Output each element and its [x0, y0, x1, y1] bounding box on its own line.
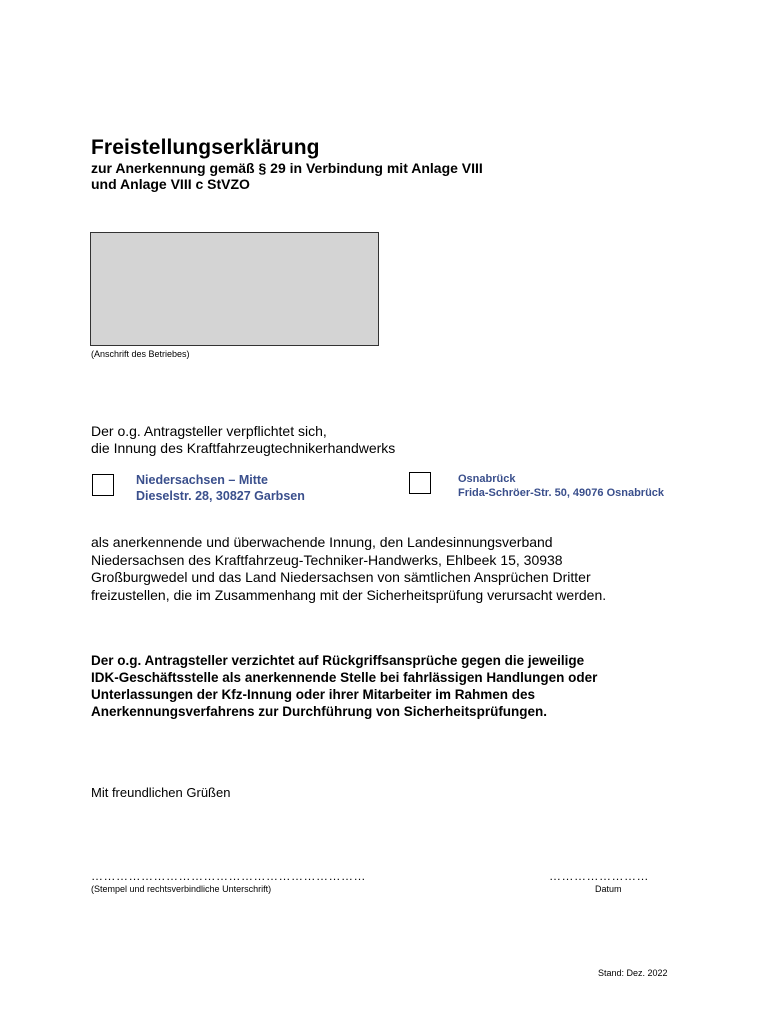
version-stamp: Stand: Dez. 2022 — [598, 968, 668, 978]
intro-line: die Innung des Kraftfahrzeugtechnikerhandwerks — [91, 440, 396, 456]
paragraph-line: IDK-Geschäftsstelle als anerkennende Stelle bei fahrlässigen Handlungen oder — [91, 670, 598, 685]
paragraph-line: Anerkennungsverfahrens zur Durchführung von Sicherheitsprüfungen. — [91, 704, 548, 719]
closing-greeting: Mit freundlichen Grüßen — [91, 785, 231, 800]
paragraph-line: Großburgwedel und das Land Niedersachsen von sämtlichen Ansprüchen Dritter — [91, 569, 591, 585]
option-niedersachsen-mitte — [136, 472, 305, 504]
date-line[interactable]: …………………… — [549, 869, 649, 883]
signature-label: (Stempel und rechtsverbindliche Unterschrift) — [91, 884, 272, 894]
document-subtitle — [91, 160, 483, 192]
checkbox-niedersachsen-mitte[interactable] — [92, 474, 114, 496]
option-name: Osnabrück — [458, 473, 516, 485]
date-label: Datum — [595, 884, 622, 894]
option-name: Niedersachsen – Mitte — [136, 473, 268, 487]
document-title: Freistellungserklärung — [91, 136, 320, 159]
paragraph-line: Der o.g. Antragsteller verzichtet auf Rückgriffsansprüche gegen die jeweilige — [91, 653, 585, 668]
release-paragraph — [91, 534, 711, 604]
waiver-paragraph — [91, 652, 731, 720]
company-address-field[interactable] — [90, 232, 379, 346]
option-address: Dieselstr. 28, 30827 Garbsen — [136, 489, 305, 503]
option-osnabrueck — [458, 472, 664, 500]
subtitle-line: und Anlage VIII c StVZO — [91, 176, 250, 192]
intro-text — [91, 423, 395, 457]
option-address: Frida-Schröer-Str. 50, 49076 Osnabrück — [458, 487, 665, 499]
intro-line: Der o.g. Antragsteller verpflichtet sich, — [91, 423, 327, 439]
paragraph-line: freizustellen, die im Zusammenhang mit der Sicherheitsprüfung verursacht werden. — [91, 586, 607, 603]
paragraph-line: Niedersachsen des Kraftfahrzeug-Techniker-Handwerks, Ehlbeek 15, 30938 — [91, 551, 563, 568]
signature-line[interactable]: ………………………………………………………… — [91, 869, 366, 883]
paragraph-line: als anerkennende und überwachende Innung, den Landesinnungsverband — [91, 534, 553, 550]
subtitle-line: zur Anerkennung gemäß § 29 in Verbindung mit Anlage VIII — [91, 160, 483, 176]
address-label: (Anschrift des Betriebes) — [91, 349, 190, 359]
checkbox-osnabrueck[interactable] — [409, 472, 431, 494]
paragraph-line: Unterlassungen der Kfz-Innung oder ihrer Mitarbeiter im Rahmen des — [91, 687, 536, 702]
